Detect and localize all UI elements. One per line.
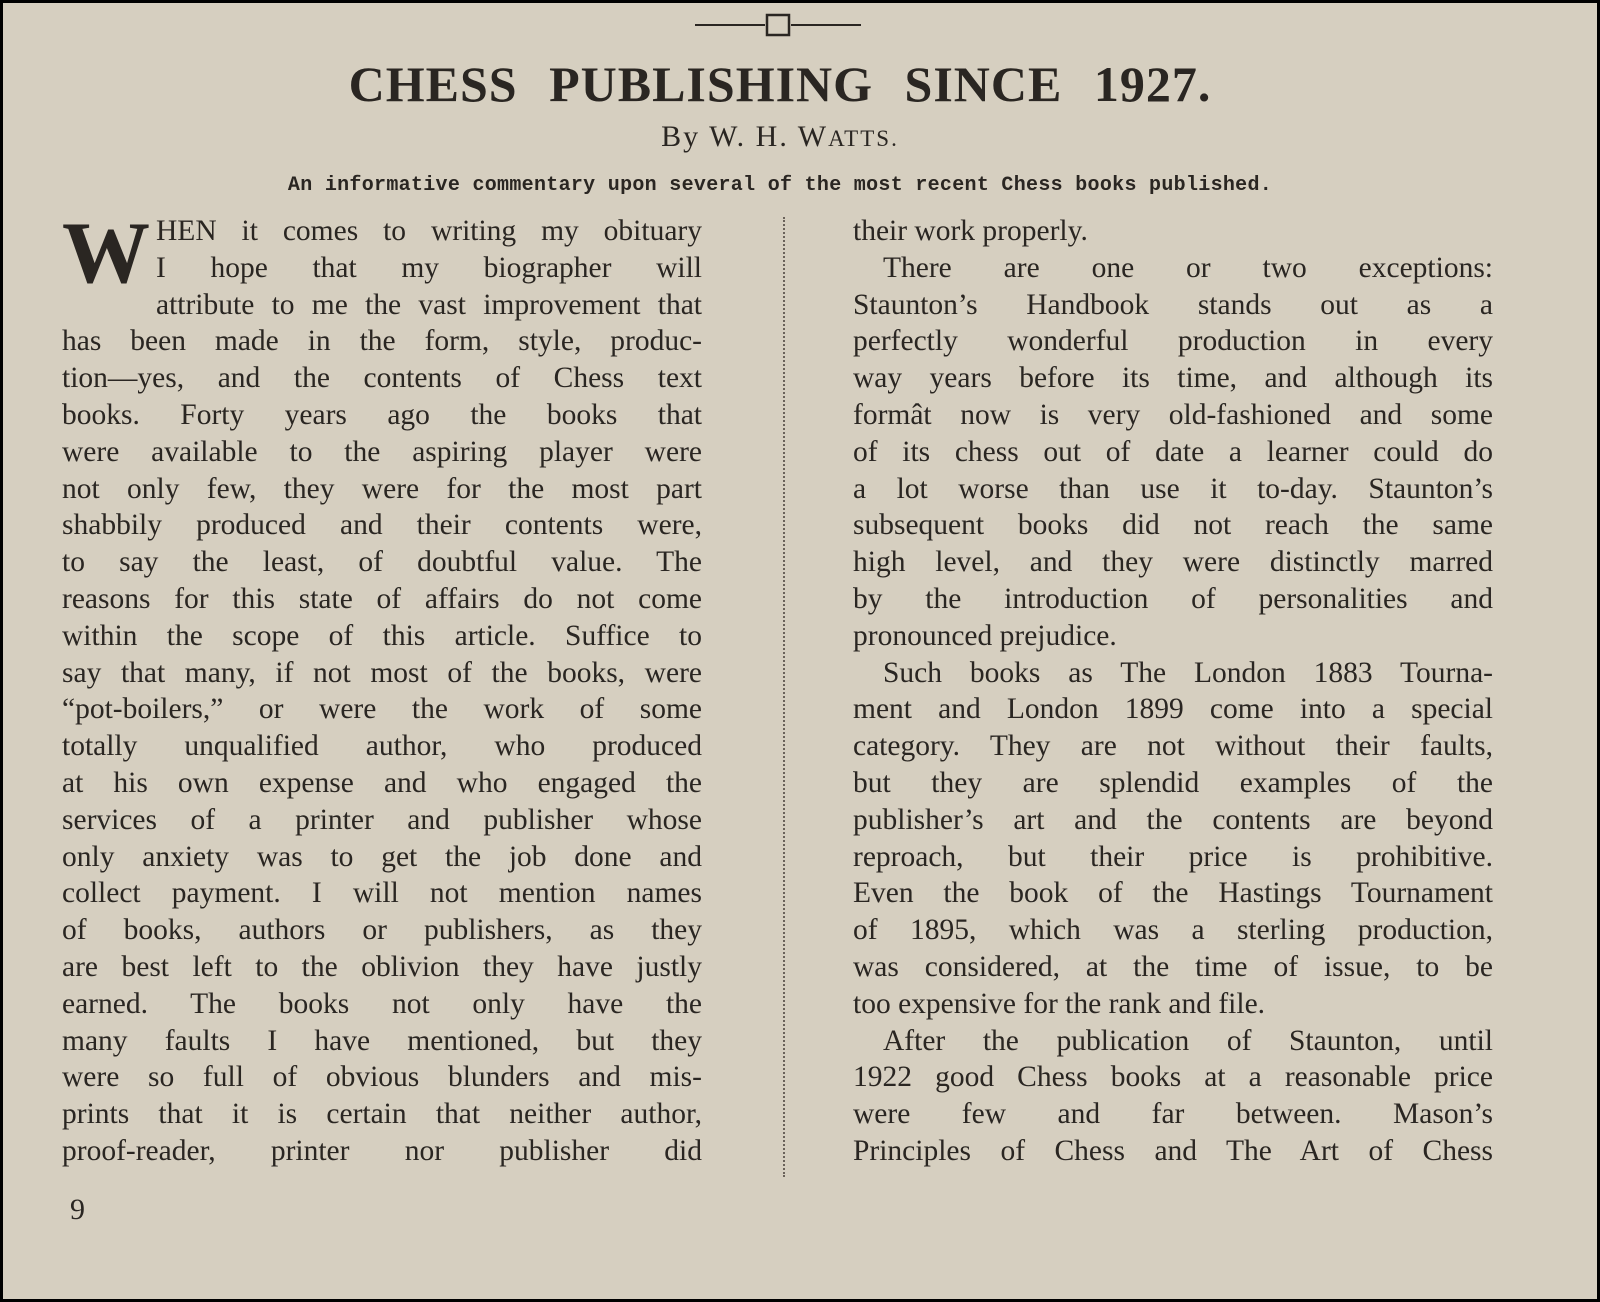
- page-number: 9: [70, 1193, 85, 1226]
- text-line: say that many, if not most of the books, were: [62, 656, 702, 689]
- text-line: 1922 good Chess books at a reasonable price: [853, 1061, 1493, 1094]
- text-line: were so full of obvious blunders and mis-: [62, 1061, 702, 1094]
- text-line: There are one or two exceptions:: [883, 251, 1493, 284]
- column-divider: [783, 217, 785, 1177]
- text-line: by the introduction of personalities and: [853, 582, 1493, 615]
- left-column: [62, 205, 702, 1170]
- text-line: HEN it comes to writing my obituary: [156, 215, 702, 247]
- text-line: high level, and they were distinctly marred: [853, 546, 1493, 579]
- text-line: “pot-boilers,” or were the work of some: [62, 693, 702, 726]
- right-column: [853, 213, 1493, 1170]
- text-line: services of a printer and publisher whose: [62, 803, 702, 836]
- text-line: not only few, they were for the most part: [62, 472, 702, 505]
- text-line: of 1895, which was a sterling production,: [853, 914, 1493, 947]
- text-line: was considered, at the time of issue, to be: [853, 950, 1493, 983]
- text-line: a lot worse than use it to-day. Staunton’s: [853, 472, 1493, 505]
- text-line: tion—yes, and the contents of Chess text: [62, 362, 702, 395]
- text-line: Principles of Chess and The Art of Chess: [853, 1134, 1493, 1167]
- text-line: reasons for this state of affairs do not come: [62, 582, 702, 615]
- byline: [3, 120, 1557, 154]
- text-line: shabbily produced and their contents were,: [62, 509, 702, 542]
- text-line: perfectly wonderful production in every: [853, 325, 1493, 358]
- text-line: too expensive for the rank and file.: [853, 987, 1266, 1020]
- text-line: publisher’s art and the contents are beyond: [853, 803, 1493, 836]
- text-line: attribute to me the vast improvement that: [156, 288, 702, 321]
- text-line: Even the book of the Hastings Tournament: [853, 877, 1493, 910]
- text-line: within the scope of this article. Suffice to: [62, 619, 702, 652]
- drop-cap: W: [62, 205, 150, 302]
- text-line: has been made in the form, style, produc-: [62, 325, 702, 358]
- byline-text: By W. H. W: [661, 120, 829, 153]
- header-ornament: [693, 11, 863, 39]
- text-line: at his own expense and who engaged the: [62, 766, 702, 799]
- text-line: I hope that my biographer will: [156, 251, 702, 284]
- article-subtitle: An informative commentary upon several of the most recent Chess books published.: [287, 174, 1273, 197]
- text-line: are best left to the oblivion they have justly: [62, 950, 702, 983]
- text-line: many faults I have mentioned, but they: [62, 1024, 702, 1057]
- text-line: their work properly.: [853, 215, 1088, 247]
- text-line: After the publication of Staunton, until: [883, 1024, 1493, 1057]
- text-line: proof-reader, printer nor publisher did: [62, 1134, 702, 1167]
- page: [3, 3, 1597, 1299]
- text-line: reproach, but their price is prohibitive.: [853, 840, 1493, 873]
- text-line: of its chess out of date a learner could do: [853, 435, 1493, 468]
- text-line: formât now is very old-fashioned and some: [853, 398, 1493, 431]
- text-line: totally unqualified author, who produced: [62, 730, 702, 763]
- text-line: way years before its time, and although its: [853, 362, 1493, 395]
- text-line: pronounced prejudice.: [853, 619, 1117, 652]
- text-line: category. They are not without their faults,: [853, 730, 1493, 763]
- article-title: CHESS PUBLISHING SINCE 1927.: [348, 56, 1212, 112]
- text-line: were available to the aspiring player were: [62, 435, 702, 468]
- text-line: earned. The books not only have the: [62, 987, 702, 1020]
- text-line: were few and far between. Mason’s: [853, 1098, 1493, 1131]
- text-line: books. Forty years ago the books that: [62, 398, 702, 431]
- text-line: prints that it is certain that neither author,: [62, 1098, 702, 1131]
- text-line: subsequent books did not reach the same: [853, 509, 1493, 542]
- text-line: to say the least, of doubtful value. The: [62, 546, 702, 579]
- text-line: of books, authors or publishers, as they: [62, 914, 702, 947]
- byline-smallcaps: ATTS.: [828, 126, 899, 151]
- text-line: but they are splendid examples of the: [853, 766, 1493, 799]
- text-line: only anxiety was to get the job done and: [62, 840, 702, 873]
- text-line: Staunton’s Handbook stands out as a: [853, 288, 1493, 321]
- text-line: collect payment. I will not mention names: [62, 877, 702, 910]
- text-line: ment and London 1899 come into a special: [853, 693, 1493, 726]
- text-line: Such books as The London 1883 Tourna-: [883, 656, 1493, 689]
